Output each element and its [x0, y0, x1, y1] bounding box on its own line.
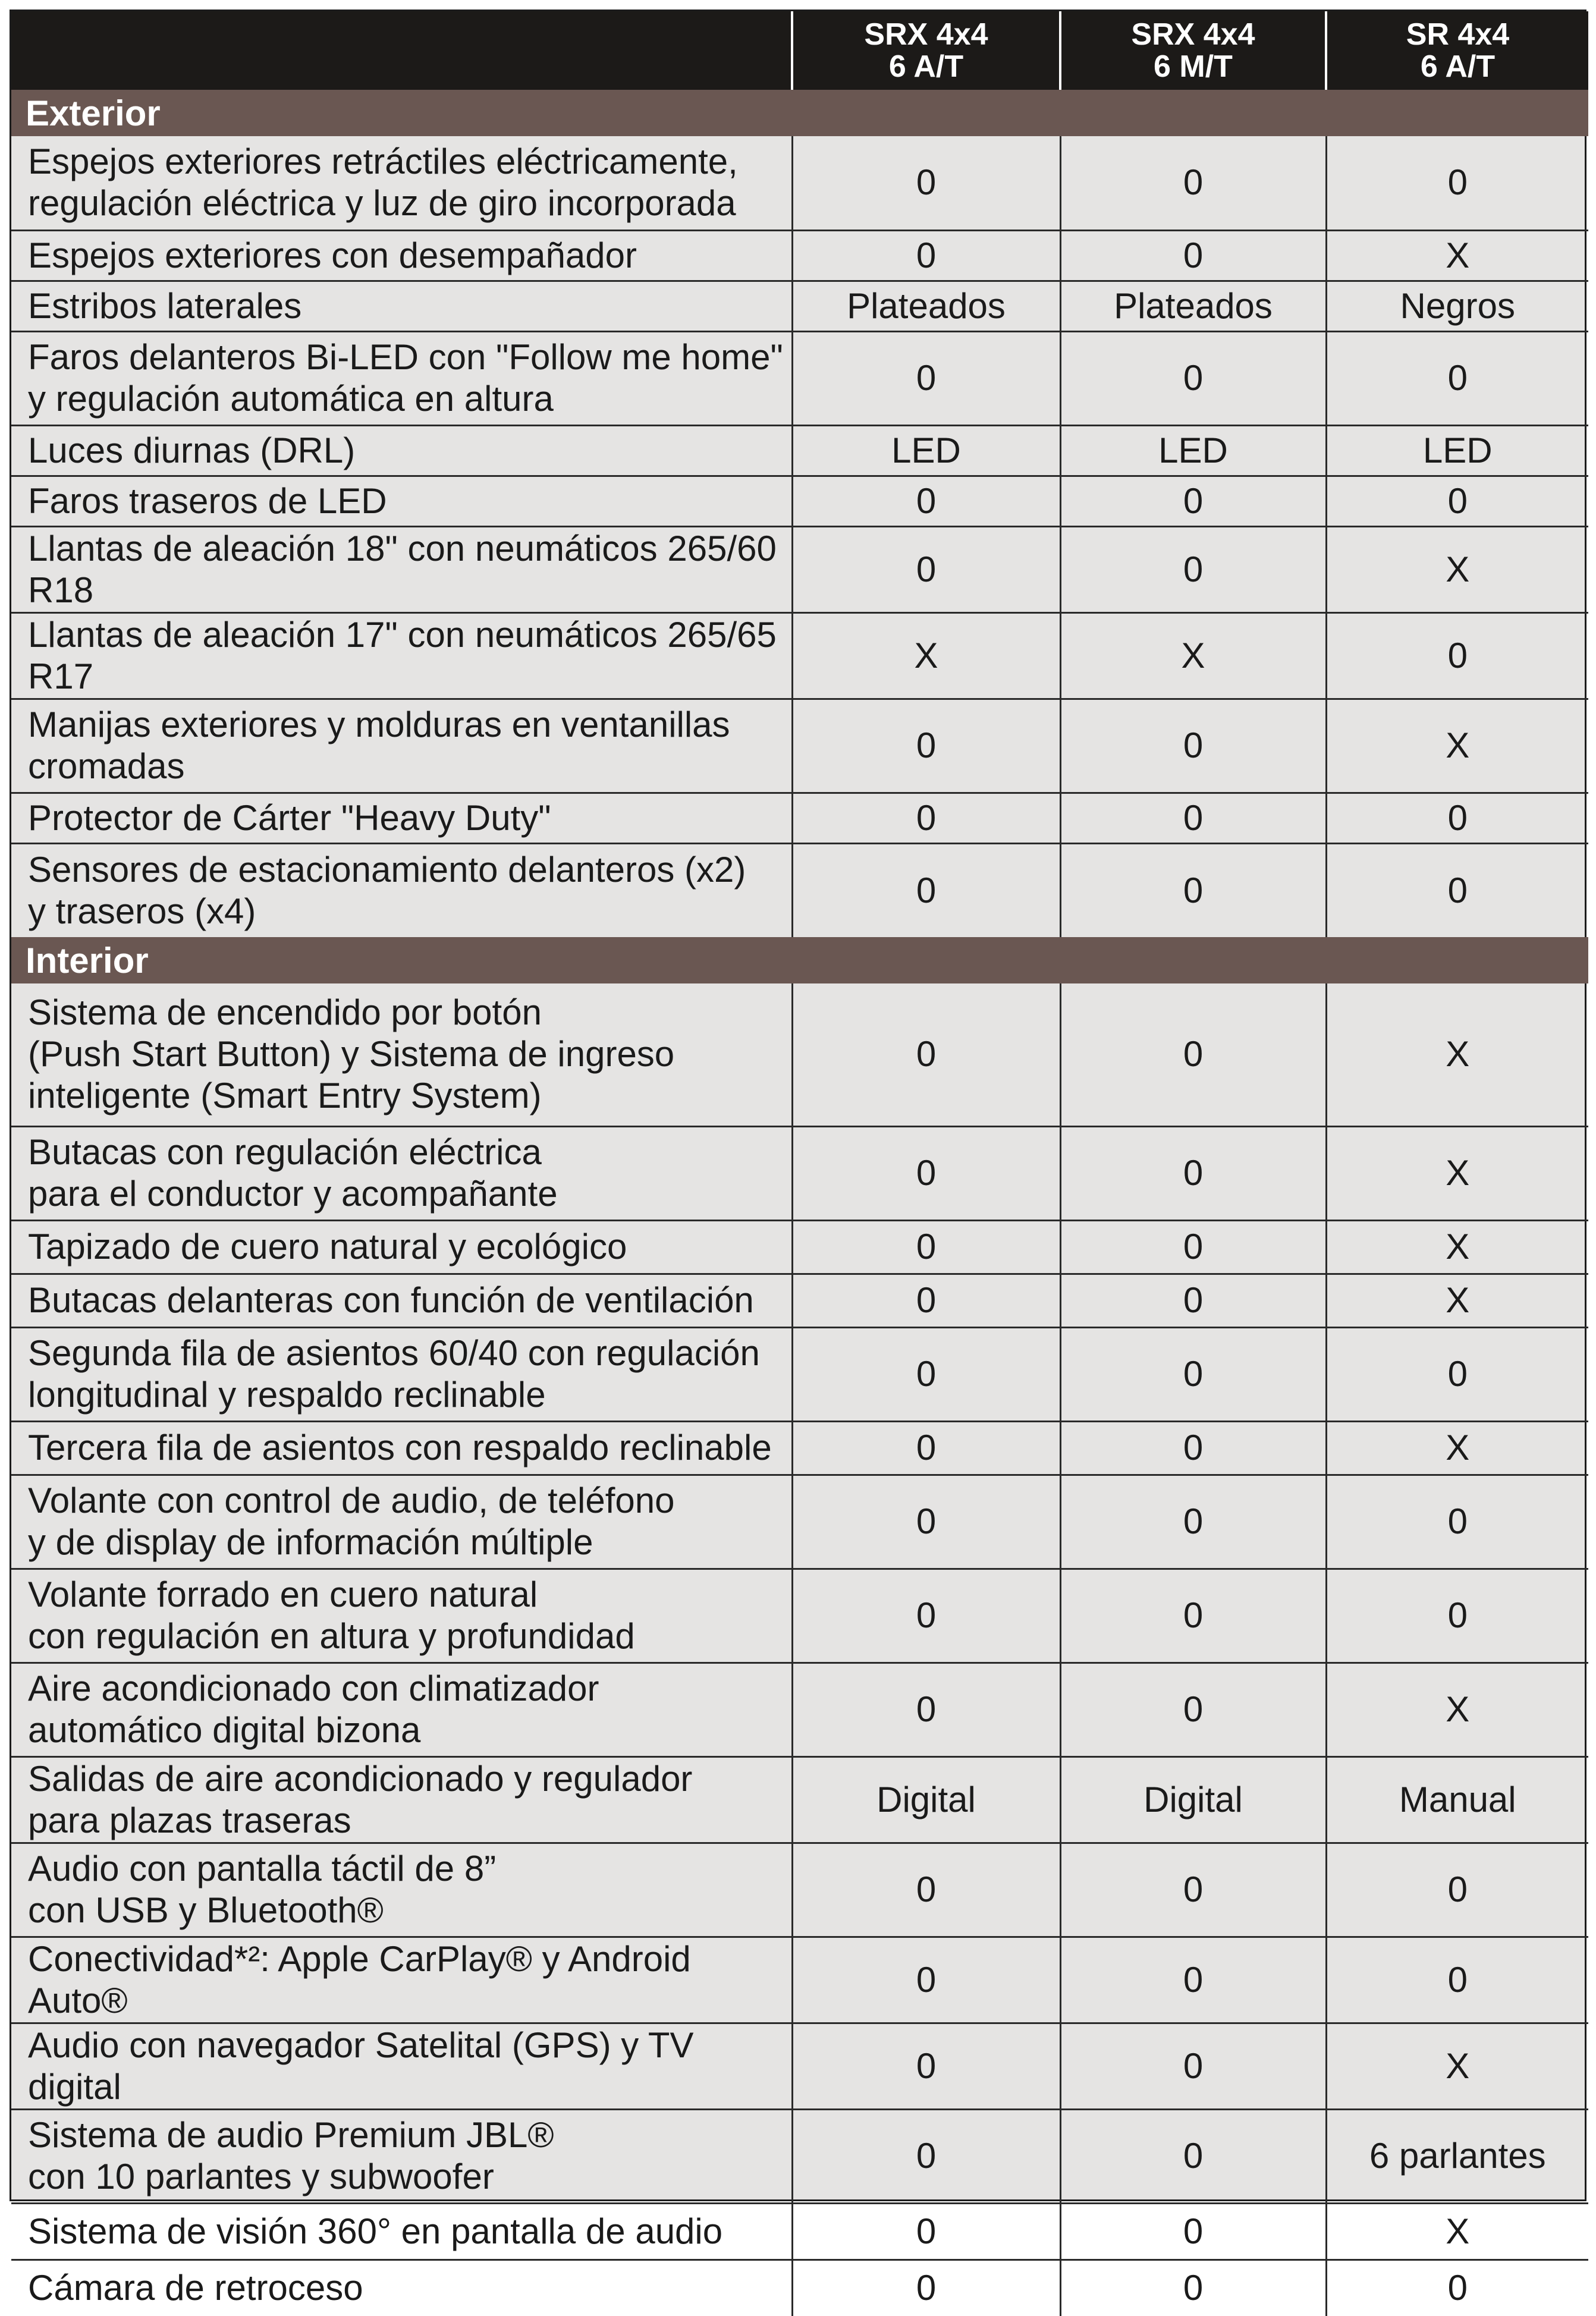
feature-value: 0	[1060, 1843, 1326, 1937]
feature-label	[11, 1274, 792, 1327]
table-row	[11, 843, 1588, 937]
feature-value: 0	[792, 2109, 1060, 2203]
table-row	[11, 1220, 1588, 1274]
feature-label-text: Espejos exteriores con desempañador	[28, 235, 637, 275]
table-row	[11, 331, 1588, 425]
feature-value: 0	[792, 1937, 1060, 2023]
feature-label-text: Tercera fila de asientos con respaldo reclinable	[28, 1428, 772, 1467]
table-row	[11, 699, 1588, 793]
feature-label-text: Faros delanteros Bi-LED con "Follow me home" y regulación automática en altura	[28, 337, 783, 419]
feature-value: X	[1326, 983, 1588, 1126]
table-row	[11, 1421, 1588, 1475]
feature-value: 0	[1326, 331, 1588, 425]
feature-label-text: Estribos laterales	[28, 285, 302, 326]
feature-value: 0	[1060, 1663, 1326, 1756]
feature-value: Plateados	[1060, 281, 1326, 331]
header-line2: 6 A/T	[1420, 49, 1496, 84]
feature-value: X	[1326, 230, 1588, 281]
feature-value: 0	[792, 793, 1060, 843]
feature-label	[11, 1756, 792, 1843]
feature-value: 0	[1326, 476, 1588, 526]
feature-value: 0	[792, 1663, 1060, 1756]
header-line1: SR 4x4	[1406, 17, 1510, 52]
feature-label	[11, 1126, 792, 1220]
feature-label-text: Luces diurnas (DRL)	[28, 430, 356, 470]
feature-label	[11, 1327, 792, 1421]
feature-value: 0	[792, 2203, 1060, 2260]
feature-label	[11, 476, 792, 526]
feature-label	[11, 1937, 792, 2023]
feature-label-text: Llantas de aleación 18" con neumáticos 265/60 R18	[28, 528, 777, 610]
feature-value: 0	[1060, 230, 1326, 281]
feature-value: 0	[1326, 136, 1588, 230]
feature-value: 0	[1060, 1327, 1326, 1421]
table-row	[11, 526, 1588, 612]
feature-value: 0	[1060, 983, 1326, 1126]
table-row	[11, 1274, 1588, 1327]
feature-label	[11, 1663, 792, 1756]
feature-value: 0	[1060, 2203, 1326, 2260]
feature-value: 0	[792, 2260, 1060, 2316]
header-line2: 6 M/T	[1154, 49, 1233, 84]
feature-value: X	[1326, 1220, 1588, 1274]
feature-value: 0	[792, 526, 1060, 612]
section-title: Interior	[11, 937, 1588, 983]
header-line2: 6 A/T	[888, 49, 964, 84]
feature-value: 0	[1060, 1274, 1326, 1327]
feature-value: Digital	[792, 1756, 1060, 1843]
feature-value: 0	[1060, 526, 1326, 612]
feature-value: 0	[1060, 1421, 1326, 1475]
feature-value: 0	[792, 1274, 1060, 1327]
feature-value: 0	[1326, 1937, 1588, 2023]
feature-label	[11, 1569, 792, 1663]
spec-table-frame	[10, 10, 1586, 2308]
feature-value: 0	[1060, 699, 1326, 793]
table-row	[11, 281, 1588, 331]
feature-value: Negros	[1326, 281, 1588, 331]
feature-value: X	[1326, 1274, 1588, 1327]
header-col-sr-at	[1326, 11, 1588, 90]
feature-label	[11, 526, 792, 612]
table-row	[11, 1663, 1588, 1756]
table-row	[11, 1756, 1588, 1843]
table-row	[11, 2023, 1588, 2109]
header-row	[11, 11, 1588, 90]
feature-label	[11, 331, 792, 425]
feature-value: 0	[1060, 331, 1326, 425]
feature-label	[11, 2260, 792, 2316]
feature-value: X	[1326, 2023, 1588, 2109]
feature-label	[11, 1843, 792, 1937]
table-row	[11, 425, 1588, 476]
feature-value: 0	[1326, 612, 1588, 699]
feature-label-text: Salidas de aire acondicionado y regulador para plazas traseras	[28, 1758, 693, 1840]
table-row	[11, 1126, 1588, 1220]
feature-value: X	[1326, 699, 1588, 793]
feature-value: X	[1326, 2203, 1588, 2260]
feature-label	[11, 230, 792, 281]
spec-table	[11, 11, 1588, 2316]
feature-value: X	[1326, 1126, 1588, 1220]
section-row	[11, 937, 1588, 983]
feature-label-text: Butacas delanteras con función de ventilación	[28, 1280, 754, 1320]
feature-label	[11, 1421, 792, 1475]
feature-label	[11, 425, 792, 476]
section-row	[11, 90, 1588, 136]
feature-value: Manual	[1326, 1756, 1588, 1843]
header-line1: SRX 4x4	[864, 17, 988, 52]
feature-value: 0	[1060, 793, 1326, 843]
section-title: Exterior	[11, 90, 1588, 136]
table-row	[11, 230, 1588, 281]
feature-value: 0	[1060, 1126, 1326, 1220]
feature-value: LED	[1060, 425, 1326, 476]
feature-label-text: Sistema de encendido por botón (Push Start Button) y Sistema de ingreso inteligente (Smart Entry System)	[28, 992, 675, 1116]
feature-value: 0	[1060, 136, 1326, 230]
feature-label	[11, 2109, 792, 2203]
feature-label-text: Audio con pantalla táctil de 8” con USB y Bluetooth®	[28, 1849, 497, 1930]
feature-value: 0	[792, 476, 1060, 526]
table-row	[11, 2203, 1588, 2260]
feature-value: 0	[1326, 1327, 1588, 1421]
feature-value: 0	[792, 1220, 1060, 1274]
feature-label-text: Manijas exteriores y molduras en ventanillas cromadas	[28, 705, 730, 786]
feature-value: X	[792, 612, 1060, 699]
feature-value: 0	[792, 843, 1060, 937]
table-row	[11, 1569, 1588, 1663]
feature-value: X	[1326, 1421, 1588, 1475]
feature-value: X	[1060, 612, 1326, 699]
feature-value: 0	[792, 1327, 1060, 1421]
feature-value: 0	[1060, 843, 1326, 937]
feature-value: 0	[792, 1475, 1060, 1569]
feature-label-text: Sensores de estacionamiento delanteros (x2) y traseros (x4)	[28, 849, 746, 931]
feature-value: 0	[1060, 476, 1326, 526]
table-row	[11, 1843, 1588, 1937]
feature-value: 0	[792, 983, 1060, 1126]
feature-label	[11, 843, 792, 937]
feature-value: Plateados	[792, 281, 1060, 331]
feature-label-text: Volante forrado en cuero natural con regulación en altura y profundidad	[28, 1575, 635, 1656]
feature-value: 0	[792, 1126, 1060, 1220]
feature-label-text: Faros traseros de LED	[28, 480, 387, 521]
feature-value: LED	[1326, 425, 1588, 476]
feature-label-text: Volante con control de audio, de teléfono y de display de información múltiple	[28, 1481, 675, 1562]
feature-value: 0	[1326, 793, 1588, 843]
feature-value: Digital	[1060, 1756, 1326, 1843]
feature-label	[11, 2023, 792, 2109]
feature-label-text: Butacas con regulación eléctrica para el conductor y acompañante	[28, 1132, 558, 1214]
feature-value: X	[1326, 526, 1588, 612]
header-blank-cell	[11, 11, 792, 90]
feature-value: LED	[792, 425, 1060, 476]
feature-value: 0	[792, 2023, 1060, 2109]
table-row	[11, 612, 1588, 699]
feature-value: 0	[1060, 2260, 1326, 2316]
feature-value: 0	[1326, 1475, 1588, 1569]
feature-value: 0	[1060, 1220, 1326, 1274]
feature-label-text: Cámara de retroceso	[28, 2268, 363, 2308]
table-row	[11, 983, 1588, 1126]
header-col-srx-at	[792, 11, 1060, 90]
feature-value: X	[1326, 1663, 1588, 1756]
feature-value: 0	[792, 1569, 1060, 1663]
feature-value: 0	[792, 1421, 1060, 1475]
header-col-srx-mt	[1060, 11, 1326, 90]
feature-label	[11, 281, 792, 331]
feature-value: 0	[792, 699, 1060, 793]
feature-value: 0	[1060, 1937, 1326, 2023]
feature-label	[11, 2203, 792, 2260]
feature-label	[11, 983, 792, 1126]
feature-label-text: Audio con navegador Satelital (GPS) y TV digital	[28, 2025, 694, 2107]
feature-value: 0	[792, 1843, 1060, 1937]
feature-value: 0	[1326, 1569, 1588, 1663]
table-row	[11, 1327, 1588, 1421]
table-row	[11, 476, 1588, 526]
feature-value: 0	[1326, 843, 1588, 937]
table-row	[11, 1937, 1588, 2023]
table-row	[11, 136, 1588, 230]
feature-label	[11, 1220, 792, 1274]
feature-label-text: Conectividad*²: Apple CarPlay® y Android Auto®	[28, 1938, 691, 2020]
feature-label-text: Sistema de audio Premium JBL® con 10 parlantes y subwoofer	[28, 2115, 554, 2196]
feature-label-text: Sistema de visión 360° en pantalla de audio	[28, 2211, 723, 2251]
feature-label	[11, 793, 792, 843]
feature-value: 0	[1060, 2023, 1326, 2109]
feature-label	[11, 699, 792, 793]
feature-value: 0	[792, 331, 1060, 425]
feature-label-text: Espejos exteriores retráctiles eléctricamente, regulación eléctrica y luz de giro incorporada	[28, 142, 738, 224]
feature-label	[11, 136, 792, 230]
feature-label-text: Protector de Cárter "Heavy Duty"	[28, 797, 551, 838]
feature-value: 0	[792, 136, 1060, 230]
feature-label-text: Segunda fila de asientos 60/40 con regulación longitudinal y respaldo reclinable	[28, 1333, 760, 1415]
feature-value: 0	[1060, 1475, 1326, 1569]
table-row	[11, 2109, 1588, 2203]
feature-value: 0	[792, 230, 1060, 281]
feature-label	[11, 612, 792, 699]
feature-label	[11, 1475, 792, 1569]
feature-value: 0	[1060, 1569, 1326, 1663]
feature-label-text: Tapizado de cuero natural y ecológico	[28, 1227, 627, 1267]
feature-label-text: Aire acondicionado con climatizador automático digital bizona	[28, 1668, 599, 1750]
table-row	[11, 1475, 1588, 1569]
table-row	[11, 2260, 1588, 2316]
feature-value: 6 parlantes	[1326, 2109, 1588, 2203]
feature-value: 0	[1326, 1843, 1588, 1937]
header-line1: SRX 4x4	[1131, 17, 1255, 52]
table-row	[11, 793, 1588, 843]
feature-label-text: Llantas de aleación 17" con neumáticos 265/65 R17	[28, 614, 777, 696]
feature-value: 0	[1060, 2109, 1326, 2203]
feature-value: 0	[1326, 2260, 1588, 2316]
